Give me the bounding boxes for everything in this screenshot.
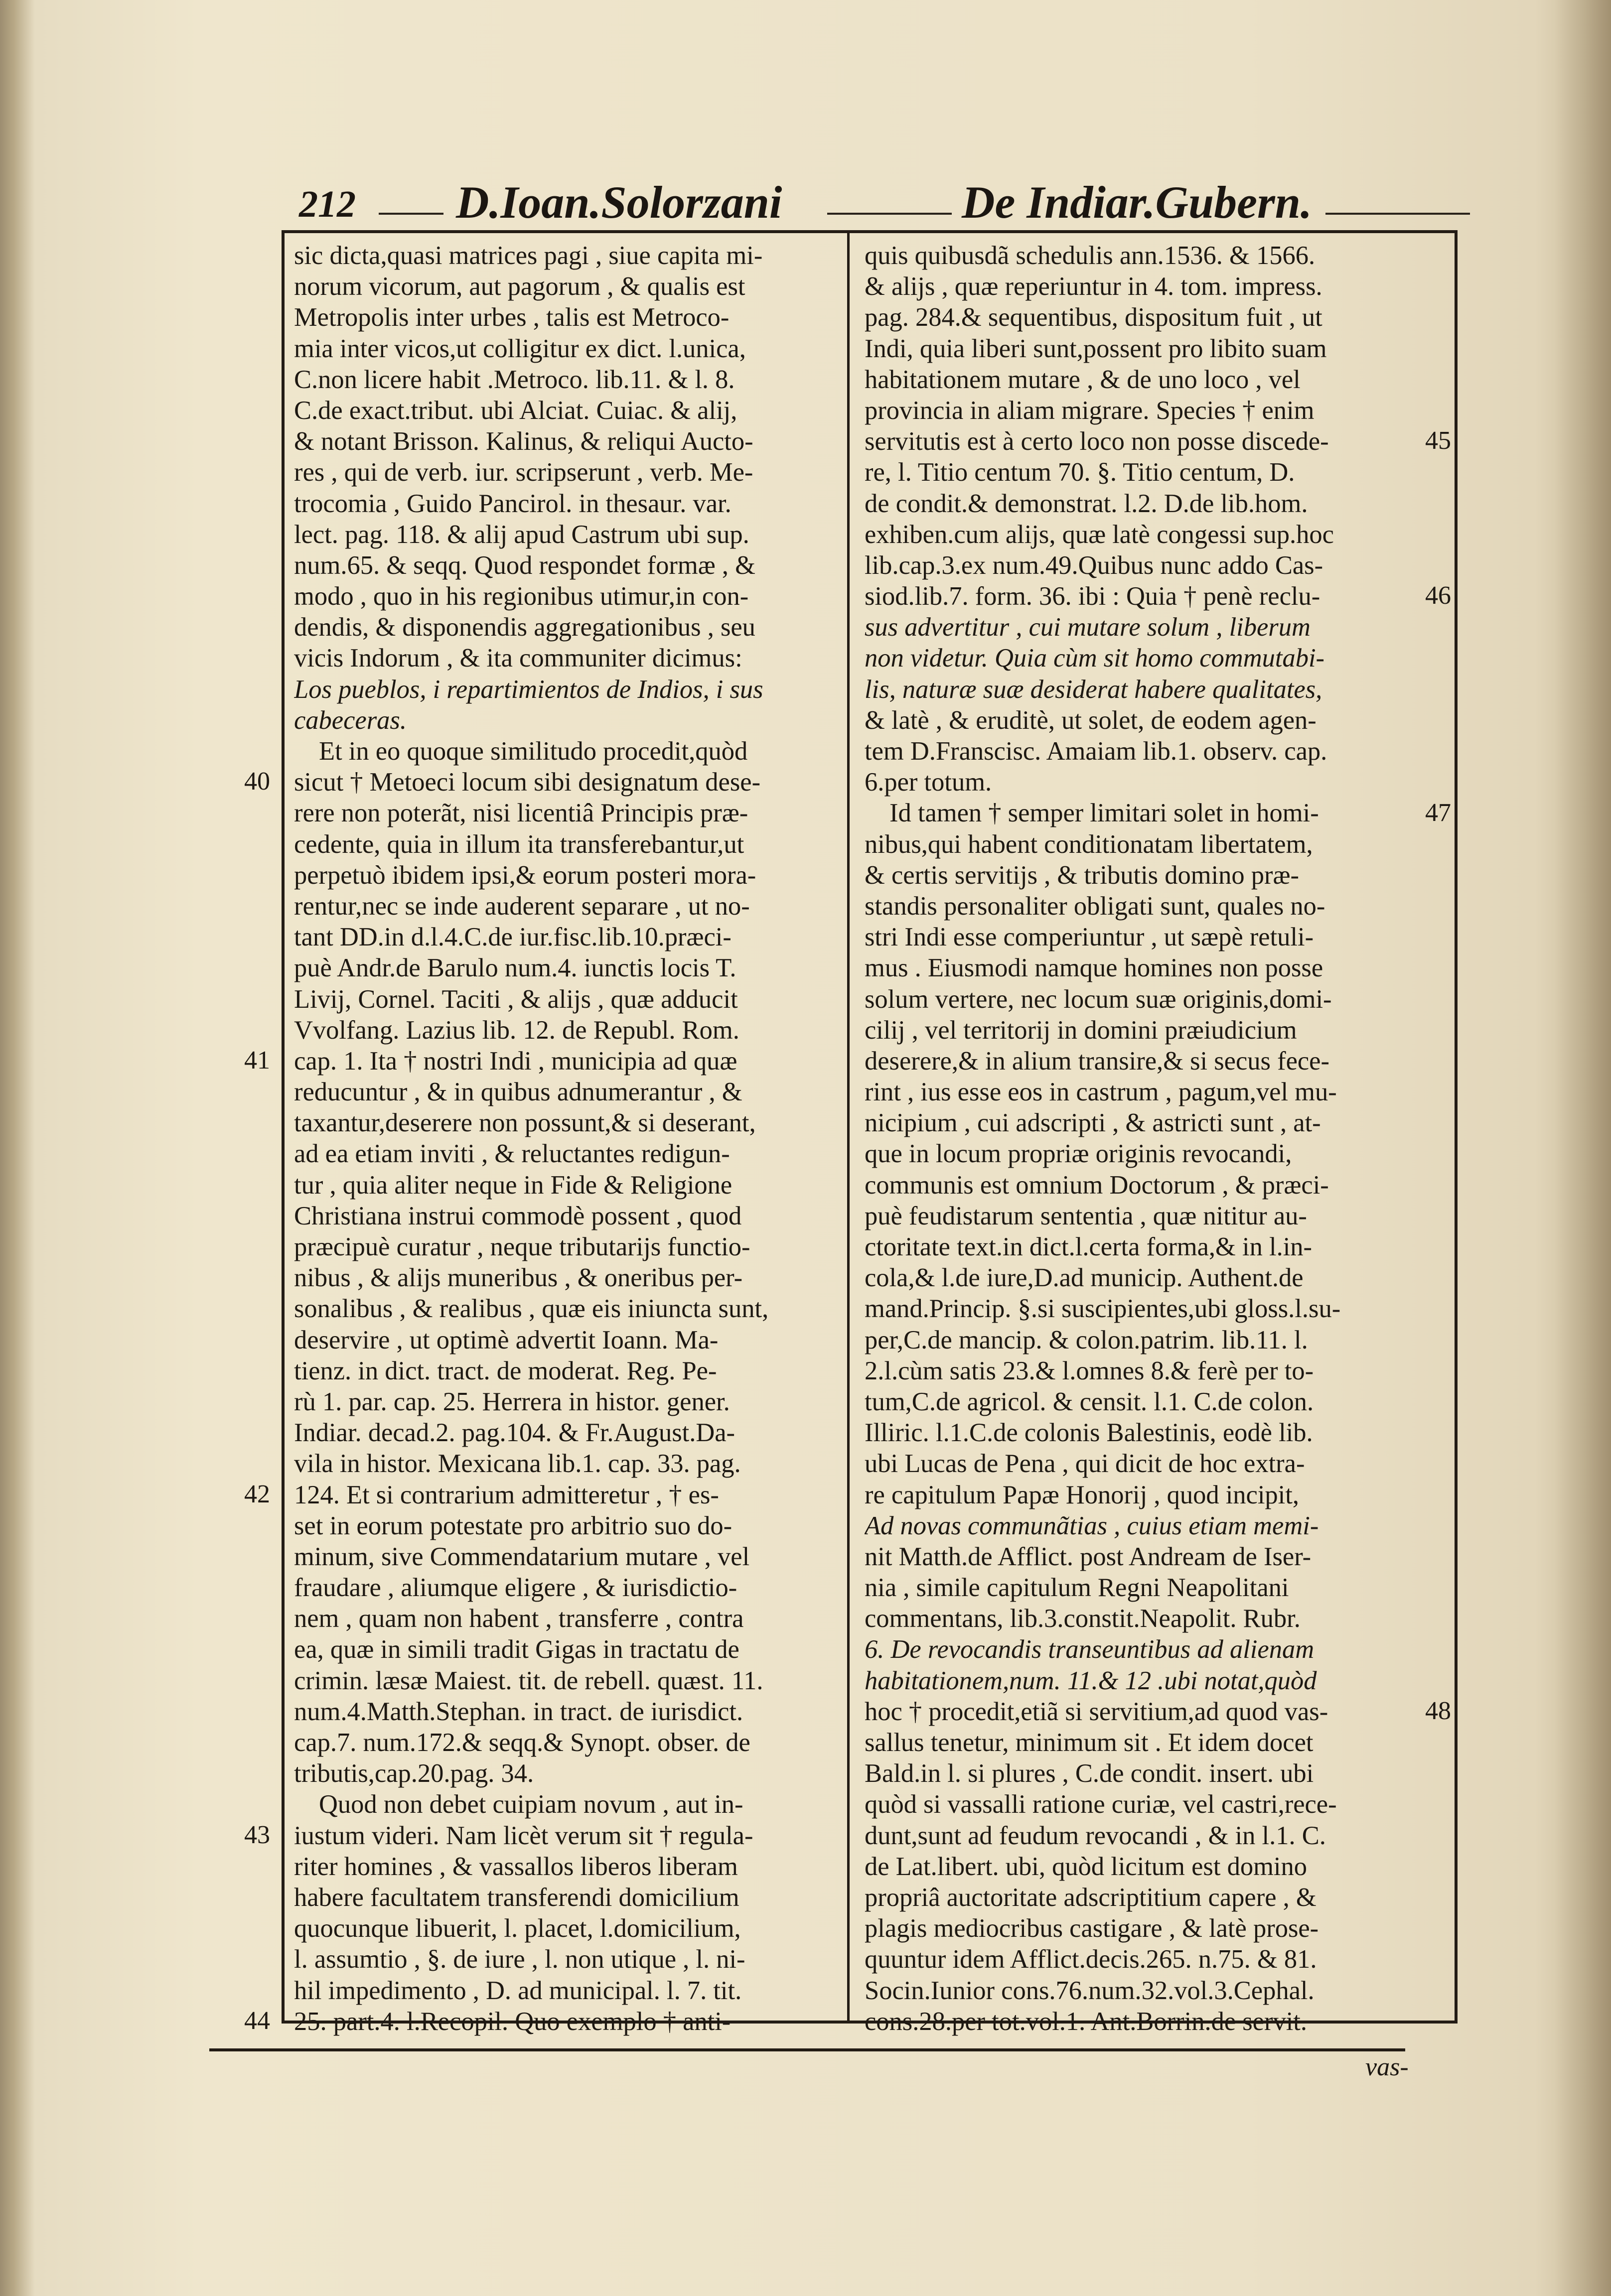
header-rule bbox=[379, 213, 443, 215]
text-line: taxantur,deserere non possunt,& si deserant, bbox=[294, 1108, 756, 1138]
text-line: propriâ auctoritate adscriptitium capere , & bbox=[865, 1883, 1317, 1912]
text-line: sus advertitur , cui mutare solum , liberum bbox=[865, 613, 1311, 642]
text-line: rentur,nec se inde auderent separare , ut no- bbox=[294, 891, 750, 921]
text-line: nibus , & alijs muneribus , & oneribus per- bbox=[294, 1263, 743, 1293]
text-line: dunt,sunt ad feudum revocandi , & in l.1. C. bbox=[865, 1821, 1326, 1850]
text-line: C.non licere habit .Metroco. lib.11. & l. 8. bbox=[294, 365, 735, 394]
text-line: & certis servitijs , & tributis domino præ- bbox=[865, 860, 1300, 890]
text-line: iustum videri. Nam licèt verum sit † regula- bbox=[294, 1821, 753, 1850]
margin-number: 48 bbox=[1425, 1697, 1451, 1726]
text-line: lib.cap.3.ex num.49.Quibus nunc addo Cas- bbox=[865, 550, 1323, 580]
text-line: cilij , vel territorij in domini præiudicium bbox=[865, 1015, 1297, 1045]
text-line: puè feudistarum sententia , quæ nititur au- bbox=[865, 1201, 1307, 1230]
text-line: de Lat.libert. ubi, quòd licitum est domino bbox=[865, 1852, 1307, 1881]
text-line: non videtur. Quia cùm sit homo commutabi- bbox=[865, 644, 1325, 673]
folio-number: 212 bbox=[299, 183, 356, 225]
text-line: solum vertere, nec locum suæ originis,domi- bbox=[865, 984, 1332, 1014]
text-line: norum vicorum, aut pagorum , & qualis est bbox=[294, 272, 745, 301]
text-line: sonalibus , & realibus , quæ eis iniuncta sunt, bbox=[294, 1294, 769, 1324]
text-line: l. assumtio , §. de iure , l. non utique , l. ni- bbox=[294, 1945, 745, 1974]
margin-number: 46 bbox=[1425, 581, 1451, 610]
text-line: tum,C.de agricol. & censit. l.1. C.de colon. bbox=[865, 1387, 1314, 1416]
text-line: Ad novas communãtias , cuius etiam memi- bbox=[865, 1511, 1319, 1540]
text-line: Los pueblos, i repartimientos de Indios, i sus bbox=[294, 675, 763, 704]
text-line: 6.per totum. bbox=[865, 768, 992, 797]
text-line: cap.7. num.172.& seqq.& Synopt. obser. de bbox=[294, 1728, 750, 1757]
text-line: perpetuò ibidem ipsi,& eorum posteri mora- bbox=[294, 860, 756, 890]
margin-number: 47 bbox=[1425, 798, 1451, 827]
text-line: rù 1. par. cap. 25. Herrera in histor. gener. bbox=[294, 1387, 730, 1416]
text-line: Quod non debet cuipiam novum , aut in- bbox=[319, 1790, 743, 1819]
text-line: tur , quia aliter neque in Fide & Religione bbox=[294, 1170, 732, 1200]
text-line: ea, quæ in simili tradit Gigas in tractatu de bbox=[294, 1635, 739, 1664]
text-line: sic dicta,quasi matrices pagi , siue capita mi- bbox=[294, 241, 763, 270]
text-line: C.de exact.tribut. ubi Alciat. Cuiac. & alij, bbox=[294, 396, 737, 425]
text-line: Indiar. decad.2. pag.104. & Fr.August.Da- bbox=[294, 1418, 735, 1448]
text-line: lect. pag. 118. & alij apud Castrum ubi sup. bbox=[294, 520, 749, 549]
text-line: Metropolis inter urbes , talis est Metroco- bbox=[294, 303, 730, 332]
text-line: nibus,qui habent conditionatam libertatem, bbox=[865, 829, 1313, 859]
text-line: tienz. in dict. tract. de moderat. Reg. Pe- bbox=[294, 1356, 717, 1385]
text-line: rint , ius esse eos in castrum , pagum,vel mu- bbox=[865, 1078, 1337, 1107]
text-line: modo , quo in his regionibus utimur,in con- bbox=[294, 582, 749, 611]
text-line: & latè , & eruditè, ut solet, de eodem agen- bbox=[865, 705, 1317, 735]
footer-rule bbox=[209, 2048, 1405, 2051]
text-line: ubi Lucas de Pena , qui dicit de hoc extra- bbox=[865, 1449, 1305, 1479]
margin-number: 44 bbox=[244, 2007, 270, 2035]
column-divider bbox=[847, 230, 850, 2024]
text-line: Indi, quia liberi sunt,possent pro libito suam bbox=[865, 334, 1327, 363]
text-line: quocunque libuerit, l. placet, l.domicilium, bbox=[294, 1914, 741, 1943]
text-line: minum, sive Commendatarium mutare , vel bbox=[294, 1542, 750, 1571]
text-line: 6. De revocandis transeuntibus ad alienam bbox=[865, 1635, 1315, 1664]
text-line: que in locum propriæ originis revocandi, bbox=[865, 1139, 1292, 1169]
text-line: res , qui de verb. iur. scripserunt , verb. Me- bbox=[294, 458, 753, 487]
text-line: hoc † procedit,etiã si servitium,ad quod vas- bbox=[865, 1697, 1328, 1726]
text-line: hil impedimento , D. ad municipal. l. 7. tit. bbox=[294, 1976, 742, 2005]
text-line: riter homines , & vassallos liberos liberam bbox=[294, 1852, 738, 1881]
text-line: provincia in aliam migrare. Species † enim bbox=[865, 396, 1315, 425]
text-line: puè Andr.de Barulo num.4. iunctis locis T. bbox=[294, 953, 736, 983]
text-line: cons.28.per tot.vol.1. Ant.Borrin.de servit. bbox=[865, 2007, 1308, 2036]
text-line: quis quibusdã schedulis ann.1536. & 1566. bbox=[865, 241, 1316, 270]
text-line: set in eorum potestate pro arbitrio suo do- bbox=[294, 1511, 732, 1540]
text-line: re capitulum Papæ Honorij , quod incipit, bbox=[865, 1480, 1299, 1509]
margin-number: 45 bbox=[1425, 426, 1451, 455]
text-line: commentans, lib.3.constit.Neapolit. Rubr. bbox=[865, 1604, 1301, 1633]
text-line: tant DD.in d.l.4.C.de iur.fisc.lib.10.præci- bbox=[294, 923, 732, 952]
text-line: num.65. & seqq. Quod respondet formæ , & bbox=[294, 550, 755, 580]
text-line: dendis, & disponendis aggregationibus , seu bbox=[294, 613, 755, 642]
text-line: cedente, quia in illum ita transferebantur,ut bbox=[294, 829, 744, 859]
page-edge bbox=[1555, 0, 1611, 2296]
text-line: nia , simile capitulum Regni Neapolitani bbox=[865, 1573, 1289, 1603]
text-line: Id tamen † semper limitari solet in homi- bbox=[889, 799, 1319, 828]
text-line: reducuntur , & in quibus adnumerantur , & bbox=[294, 1078, 742, 1107]
text-line: sicut † Metoeci locum sibi designatum dese- bbox=[294, 768, 761, 797]
text-line: 124. Et si contrarium admitteretur , † es- bbox=[294, 1480, 719, 1509]
text-line: mand.Princip. §.si suscipientes,ubi gloss.l.su- bbox=[865, 1294, 1341, 1324]
text-line: præcipuè curatur , neque tributarijs functio- bbox=[294, 1232, 750, 1261]
margin-number: 43 bbox=[244, 1821, 270, 1850]
text-line: Bald.in l. si plures , C.de condit. insert. ubi bbox=[865, 1759, 1314, 1788]
header-title: De Indiar.Gubern. bbox=[962, 177, 1312, 228]
text-line: Et in eo quoque similitudo procedit,quòd bbox=[319, 737, 748, 766]
text-line: cola,& l.de iure,D.ad municip. Authent.de bbox=[865, 1263, 1304, 1293]
header-rule bbox=[1325, 213, 1470, 215]
text-line: Livij, Cornel. Taciti , & alijs , quæ adducit bbox=[294, 984, 738, 1014]
text-line: tributis,cap.20.pag. 34. bbox=[294, 1759, 534, 1788]
text-line: & alijs , quæ reperiuntur in 4. tom. impress. bbox=[865, 272, 1322, 301]
header-author: D.Ioan.Solorzani bbox=[456, 177, 782, 228]
header-rule bbox=[827, 213, 952, 215]
text-line: lis, naturæ suæ desiderat habere qualitates, bbox=[865, 675, 1322, 704]
text-line: Vvolfang. Lazius lib. 12. de Republ. Rom. bbox=[294, 1015, 739, 1045]
text-line: vila in histor. Mexicana lib.1. cap. 33. pag. bbox=[294, 1449, 741, 1479]
right-column bbox=[865, 240, 1415, 2037]
text-line: crimin. læsæ Maiest. tit. de rebell. quæst. 11. bbox=[294, 1666, 763, 1695]
text-line: re, l. Titio centum 70. §. Titio centum, D. bbox=[865, 458, 1295, 487]
text-line: quuntur idem Afflict.decis.265. n.75. & 81. bbox=[865, 1945, 1317, 1974]
text-line: ctoritate text.in dict.l.certa forma,& in l.in- bbox=[865, 1232, 1313, 1261]
text-line: trocomia , Guido Pancirol. in thesaur. var. bbox=[294, 489, 732, 518]
text-line: tem D.Franscisc. Amaiam lib.1. observ. cap. bbox=[865, 737, 1327, 766]
text-line: siod.lib.7. form. 36. ibi : Quia † penè reclu- bbox=[865, 582, 1320, 611]
text-line: Christiana instrui commodè possent , quod bbox=[294, 1201, 742, 1230]
text-line: 2.l.cùm satis 23.& l.omnes 8.& ferè per to- bbox=[865, 1356, 1314, 1385]
text-line: Socin.Iunior cons.76.num.32.vol.3.Cephal. bbox=[865, 1976, 1315, 2005]
text-line: de condit.& demonstrat. l.2. D.de lib.hom. bbox=[865, 489, 1308, 518]
text-line: num.4.Matth.Stephan. in tract. de iurisdict. bbox=[294, 1697, 743, 1726]
margin-number: 40 bbox=[244, 767, 270, 796]
text-line: quòd si vassalli ratione curiæ, vel castri,rece- bbox=[865, 1790, 1337, 1819]
text-line: communis est omnium Doctorum , & præci- bbox=[865, 1170, 1329, 1200]
margin-number: 41 bbox=[244, 1046, 270, 1075]
text-line: standis personaliter obligati sunt, quales no- bbox=[865, 891, 1325, 921]
text-line: fraudare , aliumque eligere , & iurisdictio- bbox=[294, 1573, 737, 1603]
text-line: mus . Eiusmodi namque homines non posse bbox=[865, 953, 1323, 983]
catchword: vas- bbox=[1365, 2053, 1409, 2081]
text-line: nit Matth.de Afflict. post Andream de Iser- bbox=[865, 1542, 1312, 1571]
text-line: cabeceras. bbox=[294, 705, 407, 735]
left-column bbox=[294, 240, 845, 2037]
text-line: nem , quam non habent , transferre , contra bbox=[294, 1604, 744, 1633]
text-line: per,C.de mancip. & colon.patrim. lib.11. l. bbox=[865, 1325, 1308, 1354]
text-line: deserere,& in alium transire,& si secus fece- bbox=[865, 1046, 1329, 1076]
text-line: servitutis est à certo loco non posse discede- bbox=[865, 427, 1329, 456]
margin-number: 42 bbox=[244, 1480, 270, 1508]
text-line: mia inter vicos,ut colligitur ex dict. l.unica, bbox=[294, 334, 746, 363]
text-line: cap. 1. Ita † nostri Indi , municipia ad quæ bbox=[294, 1046, 737, 1076]
text-line: vicis Indorum , & ita communiter dicimus: bbox=[294, 644, 742, 673]
text-line: stri Indi esse comperiuntur , ut sæpè retuli- bbox=[865, 923, 1314, 952]
text-line: exhiben.cum alijs, quæ latè congessi sup.hoc bbox=[865, 520, 1334, 549]
text-line: pag. 284.& sequentibus, dispositum fuit , ut bbox=[865, 303, 1322, 332]
text-line: habitationem,num. 11.& 12 .ubi notat,quòd bbox=[865, 1666, 1317, 1695]
text-line: & notant Brisson. Kalinus, & reliqui Aucto- bbox=[294, 427, 753, 456]
text-line: 25. part.4. l.Recopil. Quo exemplo † anti- bbox=[294, 2007, 731, 2036]
text-line: Illiric. l.1.C.de colonis Balestinis, eodè lib. bbox=[865, 1418, 1313, 1448]
running-header bbox=[299, 172, 1470, 227]
text-line: sallus tenetur, minimum sit . Et idem docet bbox=[865, 1728, 1314, 1757]
text-line: plagis mediocribus castigare , & latè prose- bbox=[865, 1914, 1319, 1943]
text-line: habitationem mutare , & de uno loco , vel bbox=[865, 365, 1301, 394]
text-line: rere non poterãt, nisi licentiâ Principis præ- bbox=[294, 799, 748, 828]
text-line: nicipium , cui adscripti , & astricti sunt , at- bbox=[865, 1108, 1321, 1138]
text-line: ad ea etiam inviti , & reluctantes redigun- bbox=[294, 1139, 730, 1169]
text-line: deservire , ut optimè advertit Ioann. Ma- bbox=[294, 1325, 719, 1354]
text-line: habere facultatem transferendi domicilium bbox=[294, 1883, 739, 1912]
